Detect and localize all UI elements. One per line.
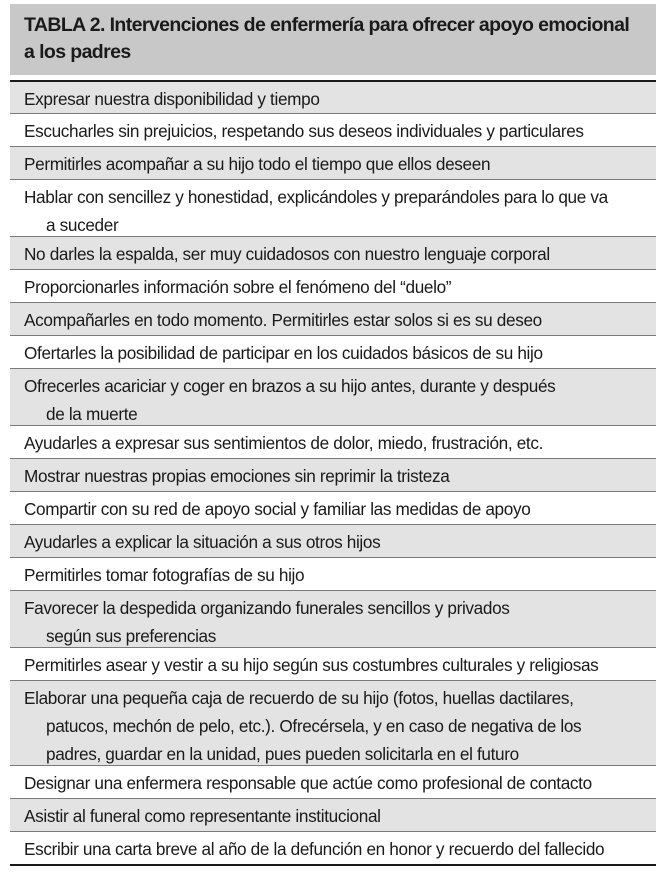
row-text-line: Asistir al funeral como representante institucional [24,806,381,826]
table-row [10,146,656,179]
table-row [10,425,656,458]
table-row [10,458,656,491]
row-text-line: Permitirles acompañar a su hijo todo el tiempo que ellos deseen [24,154,491,174]
row-text-line: Ofertarles la posibilidad de participar en los cuidados básicos de su hijo [24,343,543,363]
row-text-line: Mostrar nuestras propias emociones sin reprimir la tristeza [24,466,450,486]
table-row [10,80,656,113]
table-row [10,590,656,647]
table-title [10,4,656,75]
table-title-line-2: a los padres [24,41,131,63]
row-text-line: Favorecer la despedida organizando funerales sencillos y privados [24,598,510,618]
table-row [10,831,656,864]
row-text-line: a suceder [46,215,119,235]
row-text-line: Expresar nuestra disponibilidad y tiempo [24,89,320,109]
table-row [10,236,656,269]
row-text-line: Permitirles asear y vestir a su hijo según sus costumbres culturales y religiosas [24,655,599,675]
table-row [10,302,656,335]
row-text-line: Proporcionarles información sobre el fenómeno del “duelo” [24,277,452,297]
table-row [10,765,656,798]
row-text-line: padres, guardar en la unidad, pues pueden solicitarla en el futuro [46,744,519,764]
table-row [10,113,656,146]
table-row [10,798,656,831]
row-text-line: No darles la espalda, ser muy cuidadosos con nuestro lenguaje corporal [24,244,550,264]
table-row [10,368,656,425]
table-row [10,680,656,765]
table-title-line-1: TABLA 2. Intervenciones de enfermería para ofrecer apoyo emocional [24,14,630,36]
table-row [10,335,656,368]
row-text-line: Ayudarles a expresar sus sentimientos de dolor, miedo, frustración, etc. [24,433,544,453]
row-text-line: de la muerte [46,404,138,424]
row-text-line: Ayudarles a explicar la situación a sus otros hijos [24,532,381,552]
table-row [10,557,656,590]
row-text-line: Permitirles tomar fotografías de su hijo [24,565,305,585]
row-text-line: Hablar con sencillez y honestidad, explicándoles y preparándoles para lo que va [24,187,608,207]
table-row [10,269,656,302]
table-row [10,524,656,557]
row-text-line: Escribir una carta breve al año de la defunción en honor y recuerdo del fallecido [24,839,605,859]
table-body [10,80,656,866]
row-text-line: Escucharles sin prejuicios, respetando sus deseos individuales y particulares [24,121,584,141]
row-text-line: Designar una enfermera responsable que actúe como profesional de contacto [24,773,592,793]
table-row [10,491,656,524]
row-text-line: según sus preferencias [46,626,217,646]
table-row [10,179,656,236]
row-text-line: patucos, mechón de pelo, etc.). Ofrecérsela, y en caso de negativa de los [46,716,582,736]
table-row [10,647,656,680]
row-text-line: Acompañarles en todo momento. Permitirles estar solos si es su deseo [24,310,542,330]
row-text-line: Elaborar una pequeña caja de recuerdo de su hijo (fotos, huellas dactilares, [24,688,574,708]
row-text-line: Ofrecerles acariciar y coger en brazos a su hijo antes, durante y después [24,376,556,396]
row-text-line: Compartir con su red de apoyo social y familiar las medidas de apoyo [24,499,531,519]
